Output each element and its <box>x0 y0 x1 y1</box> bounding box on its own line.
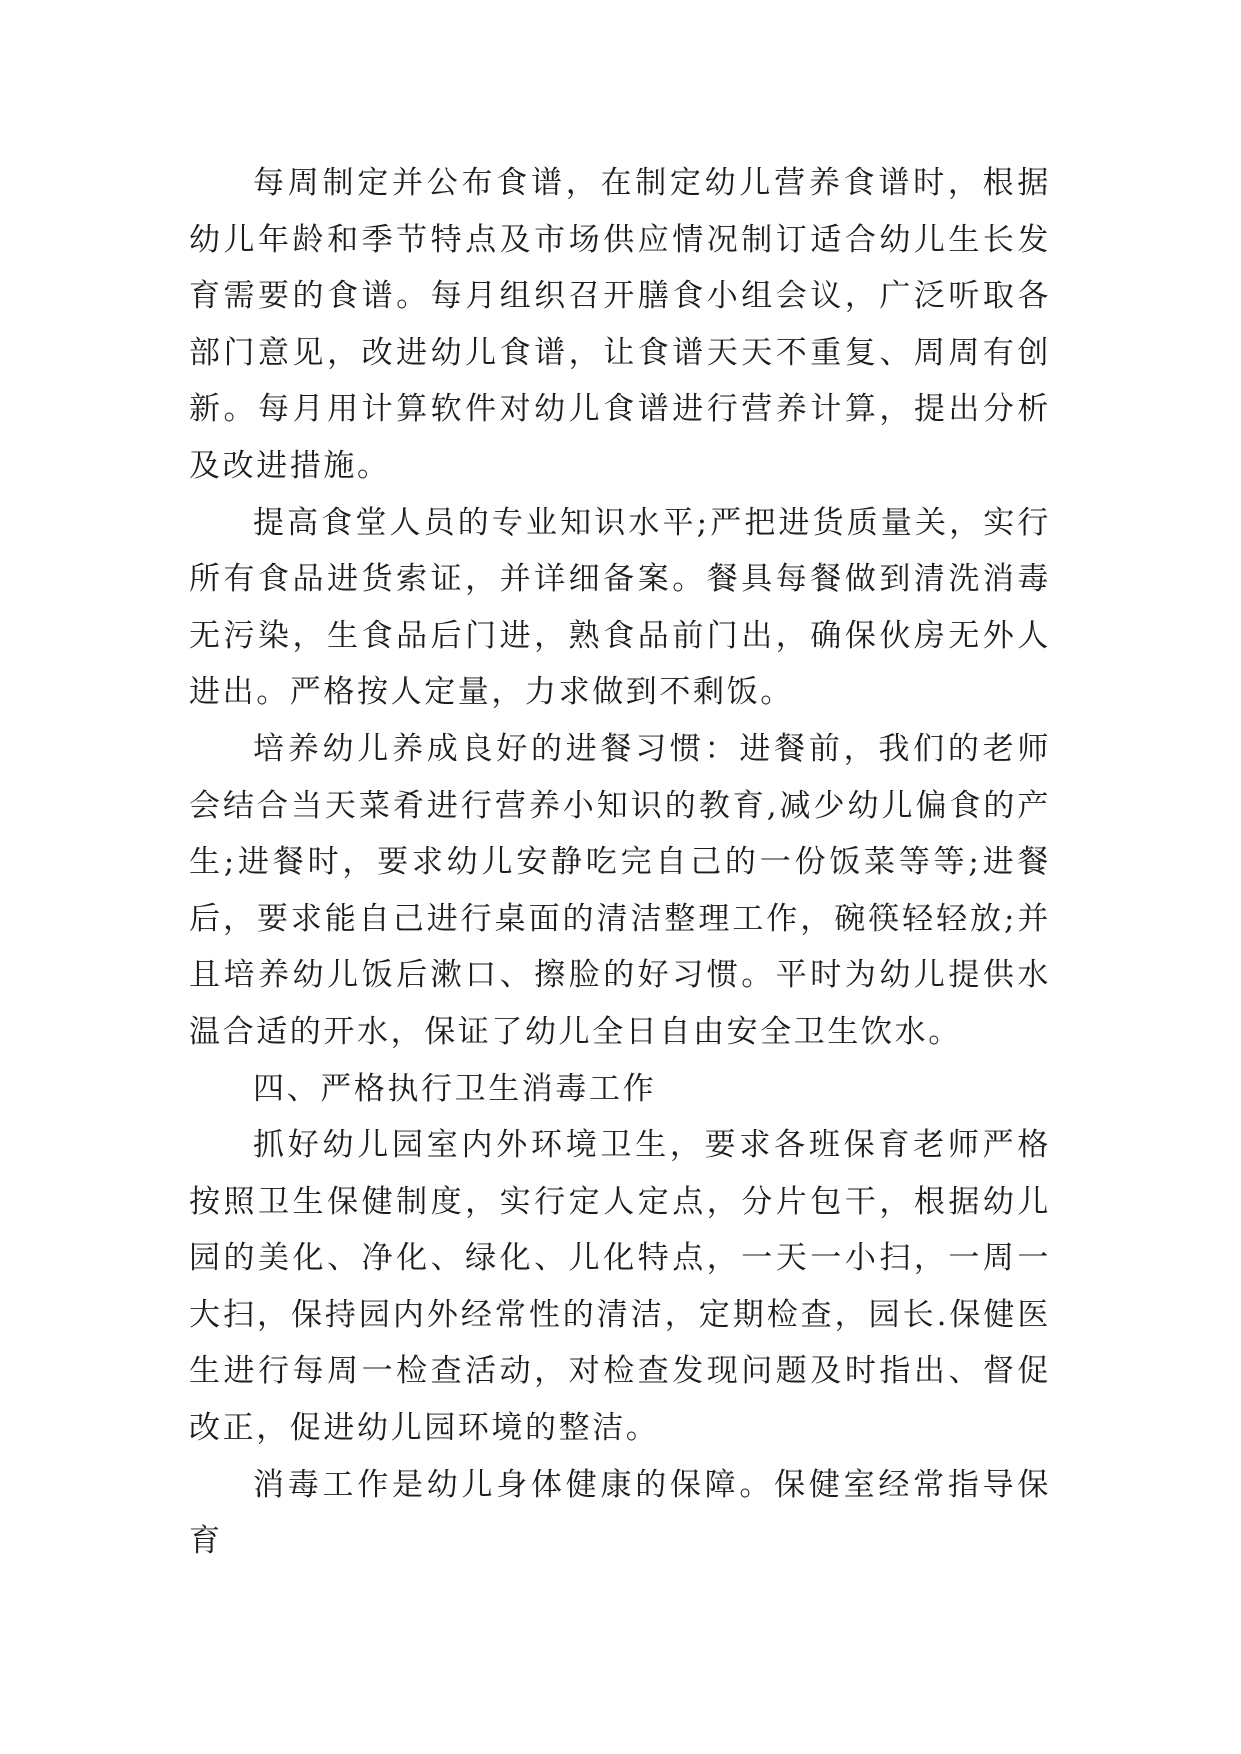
paragraph-disinfection: 消毒工作是幼儿身体健康的保障。保健室经常指导保育 <box>189 1466 1051 1560</box>
paragraph-environment-hygiene: 抓好幼儿园室内外环境卫生，要求各班保育老师严格按照卫生保健制度，实行定人定点，分片包干，根据幼儿园的美化、净化、绿化、儿化特点，一天一小扫，一周一大扫，保持园内外经常性的清洁，定期检查，园长.保健医生进行每周一检查活动，对检查发现问题及时指出、督促改正，促进幼儿园环境的整洁。 <box>189 1127 1051 1447</box>
paragraph-menu-planning: 每周制定并公布食谱，在制定幼儿营养食谱时，根据幼儿年龄和季节特点及市场供应情况制订适合幼儿生长发育需要的食谱。每月组织召开膳食小组会议，广泛听取各部门意见，改进幼儿食谱，让食谱天天不重复、周周有创新。每月用计算软件对幼儿食谱进行营养计算，提出分析及改进措施。 <box>189 165 1051 484</box>
paragraph-eating-habits: 培养幼儿养成良好的进餐习惯：进餐前，我们的老师会结合当天菜肴进行营养小知识的教育,减少幼儿偏食的产生;进餐时，要求幼儿安静吃完自己的一份饭菜等等;进餐后，要求能自己进行桌面的清洁整理工作，碗筷轻轻放;并且培养幼儿饭后漱口、擦脸的好习惯。平时为幼儿提供水温合适的开水，保证了幼儿全日自由安全卫生饮水。 <box>189 730 1051 1050</box>
section-heading-hygiene: 四、严格执行卫生消毒工作 <box>253 1070 657 1107</box>
document-body <box>189 155 1051 1570</box>
paragraph-canteen-staff: 提高食堂人员的专业知识水平;严把进货质量关，实行所有食品进货索证，并详细备案。餐具每餐做到清洗消毒无污染，生食品后门进，熟食品前门出，确保伙房无外人进出。严格按人定量，力求做到不剩饭。 <box>189 504 1051 711</box>
